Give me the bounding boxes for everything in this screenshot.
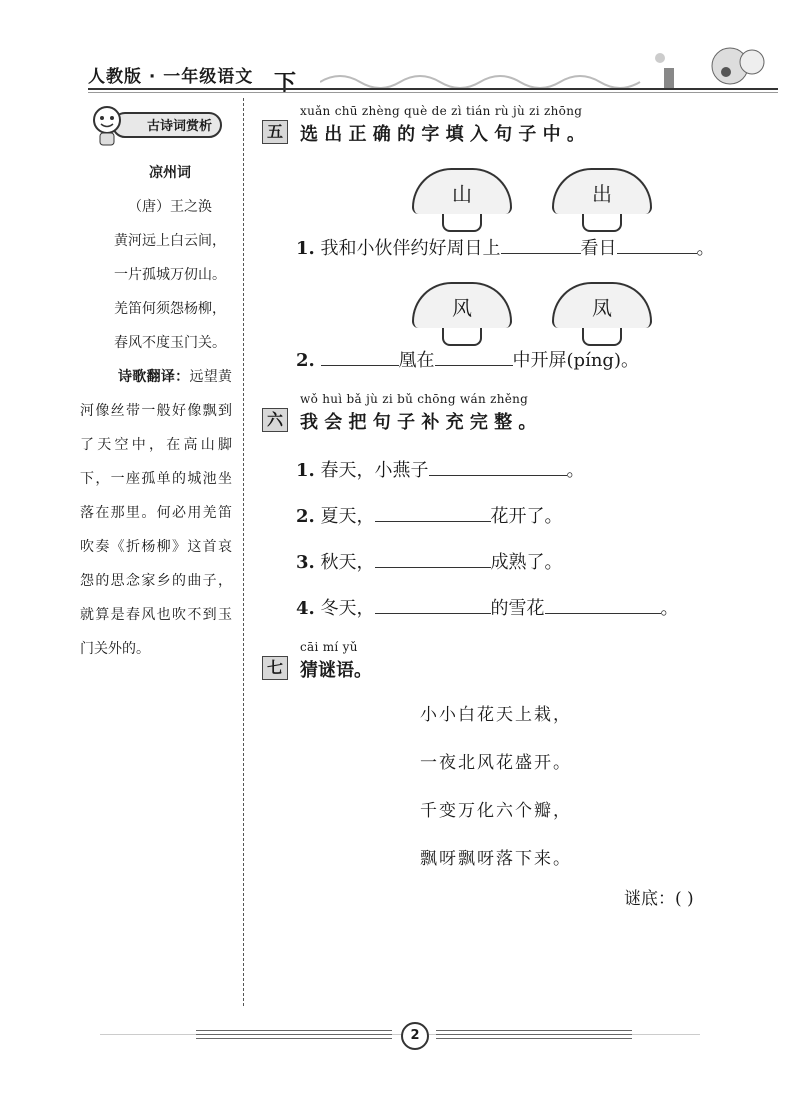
question-text: 中开屏(píng)。 [512,350,639,371]
question-number: 2. [296,350,315,371]
question-line [296,594,679,620]
answer-blank[interactable] [501,235,581,254]
answer-blank[interactable] [321,347,399,366]
riddle-line: 飘呀飘呀落下来。 [420,849,572,869]
poem-title: 凉州词 [149,165,191,181]
question-line [296,548,563,574]
poem-line: 黄河远上白云间， [114,233,226,249]
question-number: 2. [296,506,315,527]
poem-translation [80,360,232,666]
question-text: 我和小伙伴约好周日上 [320,238,501,259]
question-text: 成熟了。 [490,552,563,573]
section5-title: 选 出 正 确 的 字 填 入 句 子 中 。 [300,124,585,145]
answer-blank[interactable] [617,235,697,254]
answer-blank[interactable] [545,595,661,614]
question-text: 的雪花 [490,598,545,619]
riddle-line: 千变万化六个瓣， [420,801,572,821]
question-line [296,456,585,482]
mushroom-card [412,168,512,232]
footer-rule [196,1030,392,1031]
section7-pinyin: cāi mí yǔ [300,640,358,654]
question-number: 4. [296,598,315,619]
footer-rule [436,1034,632,1035]
footer-rule [196,1034,392,1035]
question-line [296,346,639,372]
question-text: 夏天， [320,506,375,527]
edition-label: 人教版 · 一年级语文 [88,67,254,87]
question-text: 。 [696,238,715,259]
question-text: 春天，小燕子 [320,460,429,481]
mushroom-stem [442,214,482,232]
question-text: 冬天， [320,598,375,619]
mushroom-char: 风 [412,282,512,328]
footer-rule [436,1030,632,1031]
translation-text: 远望黄河像丝带一般好像飘到了天空中，在高山脚下，一座孤单的城池坐落在那里。何必用羌笛吹奏《折杨柳》这首哀怨的思念家乡的曲子，就算是春风也吹不到玉门关外的。 [80,369,233,657]
header-wave-decoration [320,60,650,90]
question-line [296,502,563,528]
section6-title: 我 会 把 句 子 补 充 完 整 。 [300,412,537,433]
header-rule [88,88,778,90]
footer-rule [436,1038,632,1039]
question-number: 1. [296,460,315,481]
mushroom-stem [442,328,482,346]
question-text: 秋天， [320,552,375,573]
section5-number: 五 [262,120,288,144]
poem-line: 羌笛何须怨杨柳， [114,301,226,317]
section6-pinyin: wǒ huì bǎ jù zi bǔ chōng wán zhěng [300,392,529,406]
mushroom-char: 出 [552,168,652,214]
riddle-answer[interactable]: 谜底：( ) [624,889,694,909]
answer-blank[interactable] [375,549,491,568]
answer-blank[interactable] [375,503,491,522]
question-text: 看日 [580,238,617,259]
poem-line: 一片孤城万仞山。 [114,267,226,283]
question-line [296,234,715,260]
footer-rule [196,1038,392,1039]
question-text: 凰在 [398,350,435,371]
answer-blank[interactable] [435,347,513,366]
section7-title: 猜谜语。 [300,660,372,681]
answer-blank[interactable] [429,457,567,476]
header-rule-thin [88,92,778,93]
page-number: 2 [401,1022,429,1050]
header-scenery-icon [640,40,780,92]
mushroom-char: 山 [412,168,512,214]
question-text: 花开了。 [490,506,563,527]
section5-pinyin: xuǎn chū zhèng què de zì tián rù jù zi zhōng [300,104,583,118]
question-number: 1. [296,238,315,259]
translation-label: 诗歌翻译： [118,369,190,385]
poem-author: （唐）王之涣 [128,199,212,215]
section6-number: 六 [262,408,288,432]
question-text: 。 [660,598,679,619]
volume-label: 下 [274,71,297,96]
riddle-line: 小小白花天上栽， [420,705,572,725]
poem-line: 春风不度玉门关。 [114,335,226,351]
column-divider [243,98,244,1006]
mushroom-stem [582,214,622,232]
question-number: 3. [296,552,315,573]
question-text: 。 [566,460,585,481]
poem-section-badge: 古诗词赏析 [112,112,222,138]
answer-blank[interactable] [375,595,491,614]
mascot-icon [90,104,124,148]
riddle-line: 一夜北风花盛开。 [420,753,572,773]
mushroom-card [412,282,512,346]
section7-number: 七 [262,656,288,680]
mushroom-card [552,168,652,232]
mushroom-stem [582,328,622,346]
mushroom-char: 凤 [552,282,652,328]
mushroom-card [552,282,652,346]
